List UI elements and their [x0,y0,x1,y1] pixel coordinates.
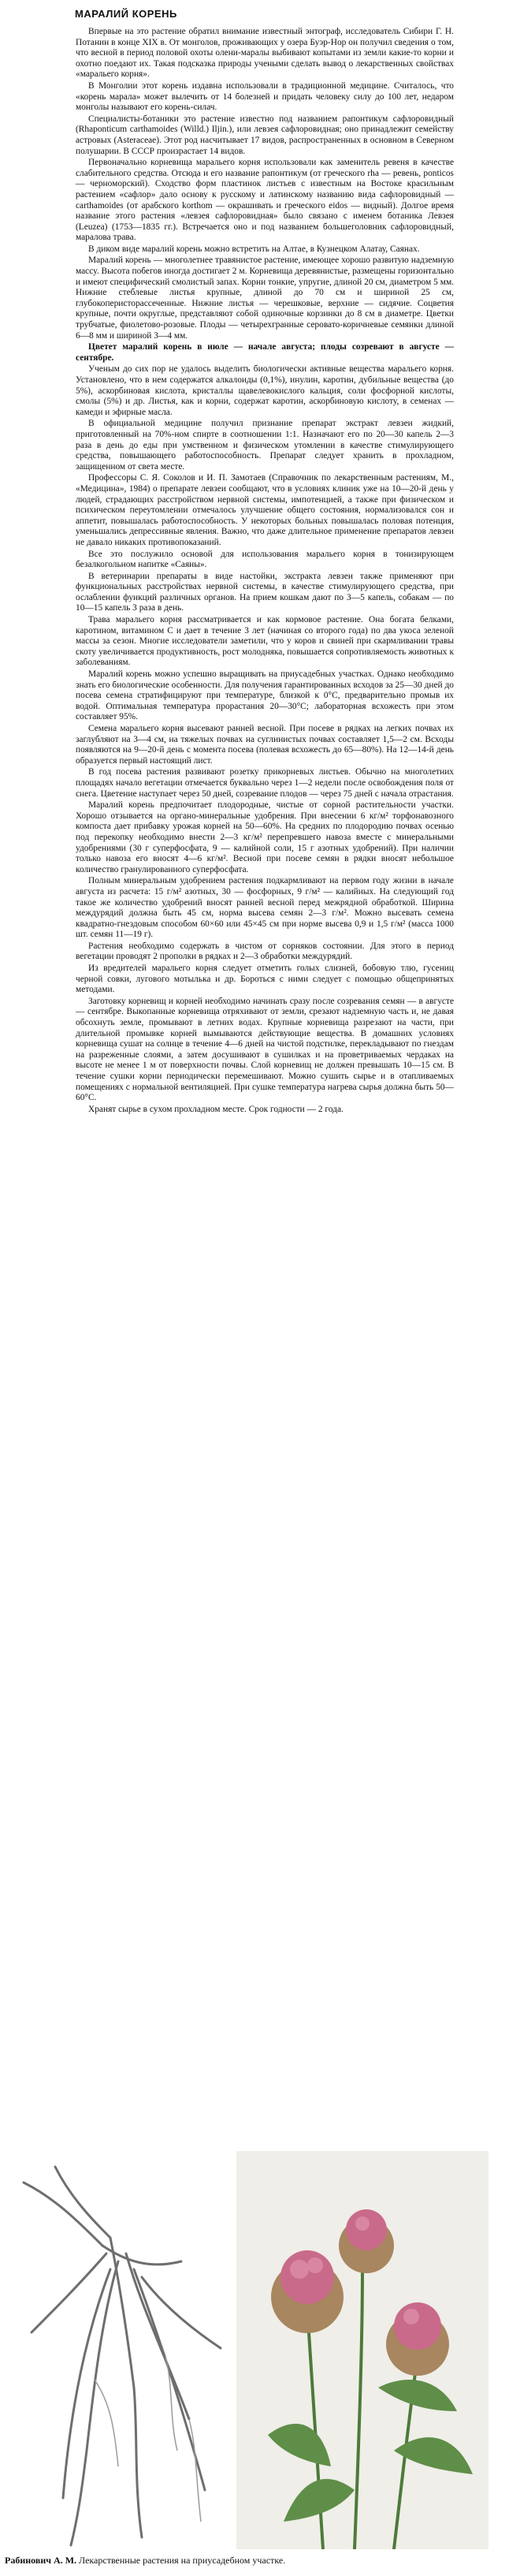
caption-author: Рабинович А. М. [5,2555,77,2566]
paragraph: В официальной медицине получил признание препарат экстракт левзеи жидкий, приготовленный на 70%-ном спирте в соотношении 1:1. Назначают его по 20—30 капель 2—3 раза в день до еды при умственном и физическом утомлении в качестве стимулирующего средства, повышающего работоспособность. Препарат следует хранить в прохладном, защищенном от света месте. [76,419,454,472]
source-caption [5,2555,509,2567]
article-body [76,27,454,1116]
paragraph: Хранят сырье в сухом прохладном месте. Срок годности — 2 года. [88,1104,344,1114]
paragraph: Цветет маралий корень в июле — начале августа; плоды созревают в августе — сентябре. [76,342,454,363]
paragraph: Заготовку корневищ и корней необходимо начинать сразу после созревания семян — в августе — сентябре. Выкопанные корневища отряхивают от земли, срезают надземную часть и, не давая обсохнуть земле, промывают в летних водах. Крупные корневища разрезают на части, при длительной промывке корней вымываются действующие вещества. В домашних условиях корневища сушат на солнце в течение 4—6 дней на чистой подстилке, перекладывают по гнездам на разреженные слоями, а затем досушивают в сушилках и на проветриваемых чердаках на высоте не менее 1 м от поверхности почвы. Слой корневищ не должен превышать 10—15 см. В течение сушки корни периодически перемешивают. Можно сушить сырье и в отапливаемых помещениях с нормальной вентиляцией. При сушке температура нагрева сырья должна быть 50—60°С. [76,996,454,1103]
paragraph: В ветеринарии препараты в виде настойки, экстракта левзеи также применяют при функциональных расстройствах нервной системы, в качестве стимулирующего средства, при ослаблении функций различных органов. На прием кошкам дают по 3—5 капель, собакам — по 10—15 капель 3 раза в день. [76,571,454,613]
paragraph: Впервые на это растение обратил внимание известный энтограф, исследователь Сибири Г. Н. Потанин в конце XIX в. От монголов, проживающих у озера Буэр-Нор он получил сведения о том, что весной в период половой охоты олени-маралы выбивают копытами из земли какие-то корни и охотно поедают их. Такая подсказка природы учеными сделать вывод о лекарственных свойствах «маральего корня». [76,27,454,80]
paragraph: Растения необходимо содержать в чистом от сорняков состоянии. Для этого в период вегетации проводят 2 прополки в рядках и 2—3 обработки междурядий. [76,941,454,962]
paragraph: Маралий корень — многолетнее травянистое растение, имеющее хорошо развитую надземную массу. Высота побегов иногда достигает 2 м. Корневища деревянистые, размещены горизонтально и имеют специфический смолистый запах. Корни тонкие, упругие, длиной 20 см, диаметром 5 мм. Нижние стеблевые листья крупные, длиной до 70 см и шириной 25 см, глубокоперисторассеченные. Нижние листья — черешковые, верхние — сидячие. Соцветия крупные, почти округлые, представляют собой одиночные корзинки до 8 см в диаметре. Цветки трубчатые, фиолетово-розовые. Плоды — четырехгранные серовато-коричневые семянки длиной 6—8 мм и шириной 3—4 мм. [76,255,454,341]
paragraph: Маралий корень можно успешно выращивать на приусадебных участках. Однако необходимо знать его биологические особенности. Для получения гарантированных всходов за 25—30 дней до посева семена стратифицируют при температуре, близкой к 0°С, предварительно промыв их водой. Оптимальная температура прорастания 20—30°С; лабораторная всхожесть при этом составляет 95%. [76,669,454,722]
paragraph: Маралий корень предпочитает плодородные, чистые от сорной растительности участки. Хорошо отзывается на органо-минеральные удобрения. При внесении 6 кг/м² торфонавозного компоста дает прибавку урожая корней на 50—60%. На средних по плодородию почвах осенью под перекопку необходимо внести 2—3 кг/м² перепревшего навоза вместе с минеральными удобрениями (30 г суперфосфата, 9 — калийной соли, 15 г азотных удобрений). При наличии только навоза его вносят 4—6 кг/м². Весной при посеве семян в рядки вносят небольшое количество гранулированного суперфосфата. [76,800,454,874]
caption-text: Лекарственные растения на приусадебном участке. [79,2555,286,2566]
flowering-plant-photo [236,2151,488,2549]
paragraph: В диком виде маралий корень можно встретить на Алтае, в Кузнецком Алатау, Саянах. [88,244,420,254]
paragraph: Все это послужило основой для использования маральего корня в тонизирующем безалкогольном напитке «Саяны». [76,549,454,570]
paragraph: В год посева растения развивают розетку прикорневых листьев. Обычно на многолетних площадях начало вегетации отмечается буквально через 1—2 недели после освобождения поля от снега. Цветение наступает через 50 дней, созревание плодов — через 75 дней с начала отрастания. [76,767,454,799]
paragraph: Трава маральего корня рассматривается и как кормовое растение. Она богата белками, каротином, витамином С и дает в течение 3 лет (начиная со второго года) по два укоса зеленой массы за сезон. Многие исследователи заметили, что у коров и свиней при скармливании травы скоту увеличивается продуктивность, рост молодняка, повышается сопротивляемость животных к заболеваниям. [76,615,454,668]
paragraph: Полным минеральным удобрением растения подкармливают на первом году жизни в начале августа из расчета: 15 г/м² азотных, 30 — фосфорных, 9 г/м² — калийных. На следующий год такое же количество удобрений вносят ранней весной перед межрядной обработкой. Ширина междурядий должна быть 45 см, норма высева семян 2—3 г/м². Можно высевать семена квадратно-гнездовым способом 60×60 или 45×45 см при норме высева 0,9 и 1,5 г/м² (масса 1000 шт. семян 11—19 г). [76,876,454,940]
paragraph: Из вредителей маральего корня следует отметить голых слизней, бобовую тлю, гусениц черной совки, лугового мотылька и др. Бороться с ними следует с помощью общепринятых методами. [76,964,454,995]
article-title: МАРАЛИЙ КОРЕНЬ [75,8,177,20]
paragraph: Первоначально корневища маральего корня использовали как заменитель ревеня в качестве слабительного средства. Отсюда и его название рапонтикум (от греческого rha — ревень, ponticos — черноморский). Сходство форм пластинок листьев с известным на Востоке красильным растением «сафлор» дало основу к русскому и латинскому названию вида сафлоровидный — carthamoides (от арабского korthom — окрашивать и греческого eidos — видный). Долгое время название этого растения «левзея сафлоровидная» было связано с именем ботаника Левзея (Leuzea) (1753—1835 гг.). Встречается оно и под названием большеголовник сафлоровидный, маралова трава. [76,158,454,243]
paragraph: Специалисты-ботаники это растение известно под названием рапонтикум сафлоровидный (Rhaponticum carthamoides (Willd.) Iljin.), или левзея сафлоровидная; оно принадлежит семейству астровых (Asteraceae). Этот род насчитывает 17 видов, распространенных в основном в Северном полушарии. В СССР произрастает 14 видов. [76,114,454,156]
paragraph: Семена маральего корня высевают ранней весной. При посеве в рядках на легких почвах их заглубляют на 3—4 см, на тяжелых почвах на суглинистых почвах составляет 1,5—2 см. Всходы появляются на 9—20-й день с момента посева (полевая всхожесть до 65—80%). На 12—14-й день образуется первый настоящий лист. [76,724,454,766]
root-illustration [8,2151,232,2549]
paragraph: Ученым до сих пор не удалось выделить биологически активные вещества маральего корня. Установлено, что в нем содержатся алкалоиды (0,1%), инулин, каротин, дубильные вещества (до 5%), аскорбиновая кислота, кристаллы щавелевокислого кальция, соли фосфорной кислоты, смолы (5%) и др. Листья, как и корни, содержат каротин, аскорбиновую кислоту, в семенах — камеди и эфирные масла. [76,364,454,417]
paragraph: В Монголии этот корень издавна использовали в традиционной медицине. Считалось, что «корень марала» может вылечить от 14 болезней и придать человеку силу до 100 лет, недаром монголы называют его корень-силач. [76,80,454,113]
paragraph: Профессоры С. Я. Соколов и И. П. Замотаев (Справочник по лекарственным растениям, М., «Медицина», 1984) о препарате левзеи сообщают, что в условиях клиник уже на 10—20-й день у людей, страдающих расстройством нервной системы, импотенцией, а также при физическом и психическом переутомлении отмечалось улучшение общего состояния, нормализовался сон и аппетит, повышалась работоспособность. У некоторых больных повышалась половая потенция, уменьшались депрессивные явления. Важно, что даже длительное применение препаратов левзеи не давало никаких противопоказаний. [76,473,454,547]
